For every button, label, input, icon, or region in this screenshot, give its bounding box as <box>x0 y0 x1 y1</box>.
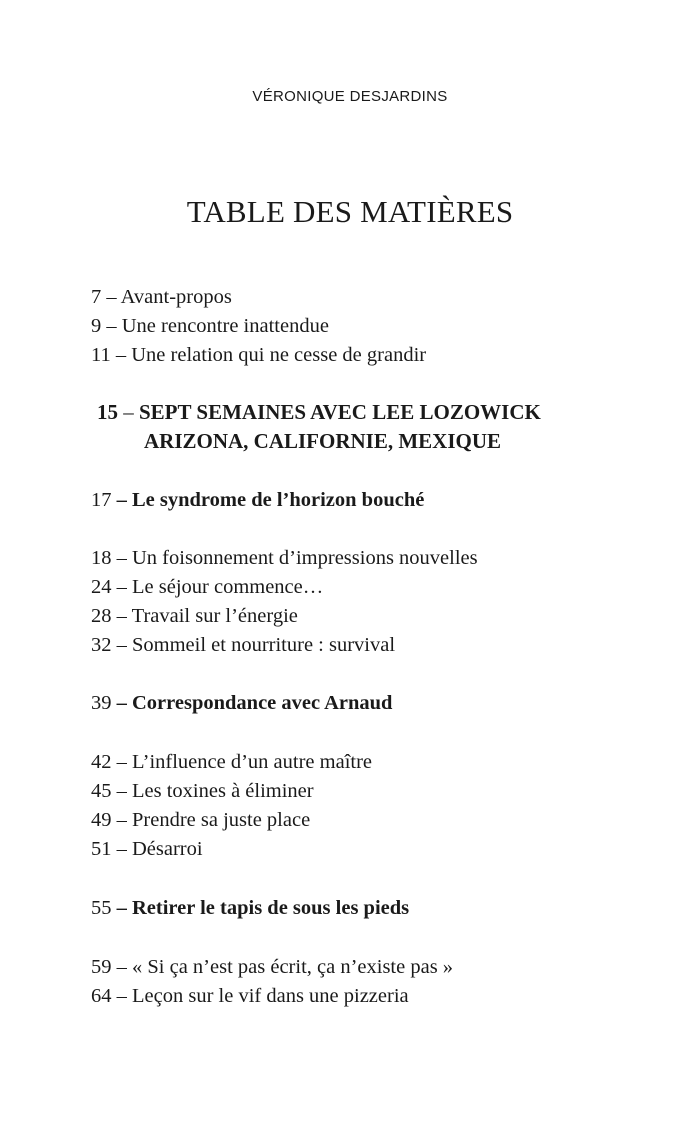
toc-entry-title: Prendre sa juste place <box>132 809 311 831</box>
toc-entry-title: L’influence d’un autre maître <box>132 751 373 773</box>
toc-page-number: 45 <box>91 780 112 802</box>
toc-separator: – <box>111 751 132 773</box>
toc-entry-28 <box>91 603 298 629</box>
toc-entry-64 <box>91 983 409 1009</box>
toc-entry-title: Le séjour commence… <box>132 576 324 598</box>
toc-entry-11 <box>91 342 426 368</box>
toc-separator: – <box>110 344 132 366</box>
toc-entry-59 <box>91 954 453 980</box>
toc-separator: – <box>111 547 132 569</box>
toc-page-number: 24 <box>91 576 112 598</box>
toc-entry-title: Retirer le tapis de sous les pieds <box>132 897 410 919</box>
toc-page-number: 42 <box>91 751 112 773</box>
toc-separator: – <box>111 838 132 860</box>
toc-entry-7 <box>91 284 232 310</box>
toc-page-number: 28 <box>91 605 112 627</box>
toc-entry-title: Sommeil et nourriture : survival <box>132 634 396 656</box>
toc-entry-title: « Si ça n’est pas écrit, ça n’existe pas » <box>132 956 454 978</box>
toc-page-number: 32 <box>91 634 112 656</box>
toc-separator: – <box>111 576 132 598</box>
toc-entry-24 <box>91 574 323 600</box>
toc-entry-18 <box>91 545 478 571</box>
toc-entry-title: Avant-propos <box>120 286 232 308</box>
toc-page-number: 49 <box>91 809 112 831</box>
toc-page-number: 55 <box>91 897 112 919</box>
toc-separator: – <box>111 985 132 1007</box>
toc-entry-32 <box>91 632 395 658</box>
page-title: TABLE DES MATIÈRES <box>186 194 514 229</box>
toc-part-heading <box>97 397 541 427</box>
toc-page-number: 59 <box>91 956 112 978</box>
toc-page-number: 39 <box>91 692 112 714</box>
toc-entry-45 <box>91 778 314 804</box>
toc-page-number: 51 <box>91 838 112 860</box>
toc-entry-title: Correspondance avec Arnaud <box>132 692 393 714</box>
toc-entry-title: Le syndrome de l’horizon bouché <box>132 489 425 511</box>
toc-separator: – <box>118 400 139 424</box>
toc-separator: – <box>111 780 132 802</box>
toc-entry-51 <box>91 836 203 862</box>
toc-entry-title: Les toxines à éliminer <box>132 780 314 802</box>
toc-part-page-number: 15 <box>97 400 118 424</box>
toc-entry-title: Leçon sur le vif dans une pizzeria <box>132 985 409 1007</box>
toc-separator: – <box>111 634 132 656</box>
toc-part-subtitle: ARIZONA, CALIFORNIE, MEXIQUE <box>144 429 502 453</box>
toc-page-number: 64 <box>91 985 112 1007</box>
toc-page-number: 18 <box>91 547 112 569</box>
toc-separator: – <box>101 286 121 308</box>
toc-page-number: 7 <box>91 286 102 308</box>
toc-entry-title: Travail sur l’énergie <box>131 605 298 627</box>
toc-entry-55 <box>91 895 409 921</box>
toc-page-number: 11 <box>91 344 111 366</box>
toc-page-number: 9 <box>91 315 102 337</box>
toc-separator: – <box>111 809 132 831</box>
toc-part-title-line1: SEPT SEMAINES AVEC LEE LOZOWICK <box>139 400 541 424</box>
toc-separator: – <box>111 605 132 627</box>
toc-page-number: 17 <box>91 489 112 511</box>
toc-separator: – <box>111 956 132 978</box>
toc-entry-title: Une rencontre inattendue <box>121 315 329 337</box>
toc-separator: – <box>111 692 132 714</box>
toc-separator: – <box>111 897 132 919</box>
toc-separator: – <box>111 489 132 511</box>
toc-entry-9 <box>91 313 329 339</box>
toc-separator: – <box>101 315 122 337</box>
toc-entry-39 <box>91 690 392 716</box>
toc-entry-49 <box>91 807 310 833</box>
running-header: VÉRONIQUE DESJARDINS <box>252 88 448 105</box>
toc-entry-42 <box>91 749 372 775</box>
toc-entry-title: Un foisonnement d’impressions nouvelles <box>132 547 478 569</box>
toc-entry-title: Une relation qui ne cesse de grandir <box>131 344 427 366</box>
toc-entry-title: Désarroi <box>132 838 203 860</box>
toc-entry-17 <box>91 487 424 513</box>
